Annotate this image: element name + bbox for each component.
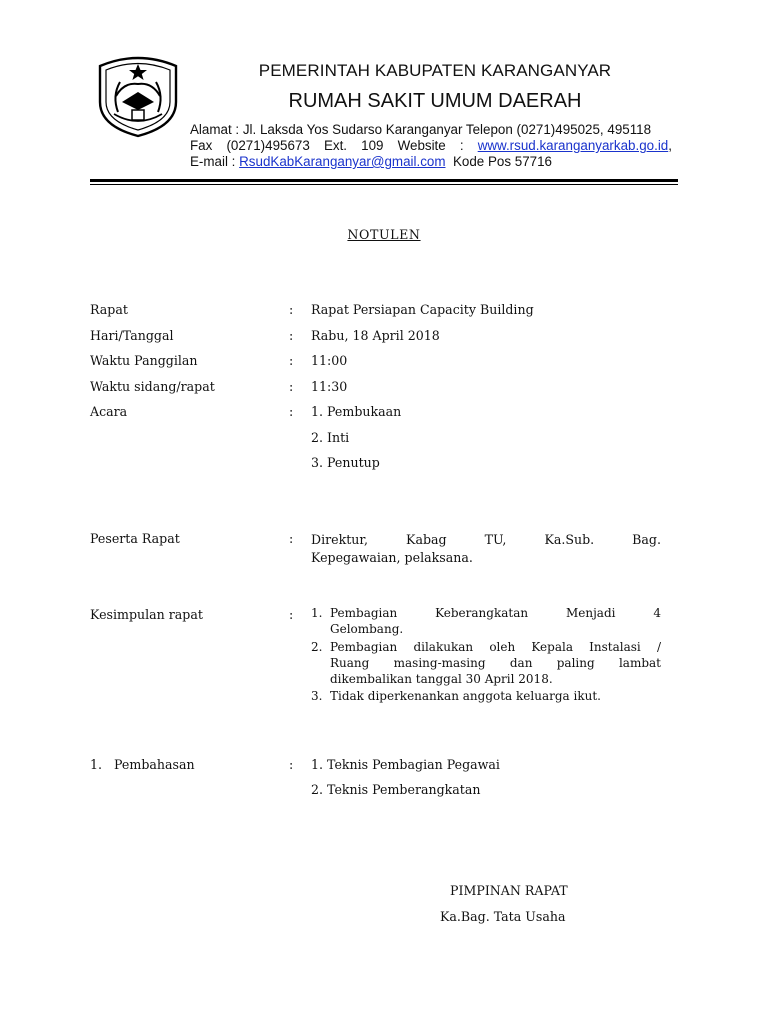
- government-name: PEMERINTAH KABUPATEN KARANGANYAR: [258, 61, 612, 80]
- hari-label: Hari/Tanggal: [90, 328, 174, 343]
- pembahasan-colon: :: [289, 757, 294, 772]
- fax-number: (0271)495673: [226, 138, 310, 153]
- kesimpulan-word: dan: [509, 656, 533, 671]
- acara-item: 1. Pembukaan: [311, 404, 402, 419]
- ext-number: 109: [361, 138, 384, 153]
- website-link[interactable]: www.rsud.karanganyarkab.go.id: [477, 138, 669, 153]
- rapat-colon: :: [289, 302, 294, 317]
- kesimpulan-word: Keberangkatan: [435, 606, 529, 620]
- peserta-colon: :: [289, 531, 294, 546]
- signature-title: PIMPINAN RAPAT: [450, 883, 568, 898]
- letterhead-rule-thin: [90, 184, 678, 185]
- kesimpulan-word: Menjadi: [565, 606, 616, 620]
- hari-value: Rabu, 18 April 2018: [311, 328, 440, 343]
- kesimpulan-label: Kesimpulan rapat: [90, 607, 203, 622]
- waktu-sidang-value: 11:30: [311, 379, 348, 394]
- kesimpulan-line: Tidak diperkenankan anggota keluarga ikut.: [330, 689, 601, 703]
- peserta-value: [311, 531, 661, 567]
- kesimpulan-line: dikembalikan tanggal 30 April 2018.: [330, 672, 553, 687]
- rapat-label: Rapat: [90, 302, 128, 317]
- kesimpulan-word: Pembagian: [330, 606, 398, 620]
- waktu-sidang-colon: :: [289, 379, 294, 394]
- kesimpulan-word: Ruang: [330, 656, 370, 671]
- waktu-panggilan-value: 11:00: [311, 353, 348, 368]
- kesimpulan-item-number: 2.: [311, 640, 323, 654]
- peserta-line: Kepegawaian, pelaksana.: [311, 550, 473, 565]
- kesimpulan-line: [330, 639, 661, 655]
- acara-label: Acara: [90, 404, 128, 419]
- kesimpulan-line: [330, 655, 661, 671]
- kesimpulan-word: masing-masing: [393, 656, 486, 671]
- website-label: Website: [397, 138, 446, 153]
- address-line: Alamat : Jl. Laksda Yos Sudarso Karanganyar Telepon (0271)495025, 495118: [190, 122, 652, 137]
- kesimpulan-word: lambat: [618, 656, 661, 671]
- kesimpulan-word: oleh: [489, 640, 516, 654]
- peserta-word: Ka.Sub.: [544, 532, 595, 547]
- peserta-word: Direktur,: [311, 532, 369, 547]
- website-comma: ,: [668, 138, 672, 153]
- kesimpulan-item: [311, 688, 661, 704]
- peserta-line: [311, 531, 661, 549]
- waktu-sidang-label: Waktu sidang/rapat: [90, 379, 215, 394]
- kesimpulan-word: 4: [653, 606, 661, 620]
- pembahasan-item: 2. Teknis Pemberangkatan: [311, 782, 481, 797]
- peserta-word: Kabag: [406, 532, 447, 547]
- peserta-label: Peserta Rapat: [90, 531, 180, 546]
- rapat-value: Rapat Persiapan Capacity Building: [311, 302, 534, 317]
- peserta-word: TU,: [484, 532, 507, 547]
- kesimpulan-line: [330, 605, 661, 621]
- kabupaten-emblem-logo: [94, 52, 182, 138]
- pembahasan-item: 1. Teknis Pembagian Pegawai: [311, 757, 500, 772]
- email-label: E-mail :: [190, 154, 236, 169]
- waktu-panggilan-colon: :: [289, 353, 294, 368]
- acara-item: 3. Penutup: [311, 455, 380, 470]
- ext-label: Ext.: [323, 138, 348, 153]
- hospital-name: RUMAH SAKIT UMUM DAERAH: [288, 90, 582, 112]
- kesimpulan-item-number: 1.: [311, 606, 323, 620]
- kesimpulan-word: Kepala: [531, 640, 573, 654]
- document-title: NOTULEN: [347, 227, 421, 242]
- kesimpulan-item: [311, 639, 661, 688]
- kesimpulan-item-number: 3.: [311, 689, 323, 703]
- kesimpulan-line: Gelombang.: [330, 622, 404, 637]
- kesimpulan-word: Pembagian: [330, 640, 398, 654]
- kesimpulan-item: [311, 605, 661, 637]
- fax-website-line: [190, 138, 672, 154]
- kesimpulan-colon: :: [289, 607, 294, 622]
- website-group: [478, 138, 672, 154]
- signature-position: Ka.Bag. Tata Usaha: [440, 909, 566, 924]
- pembahasan-label: 1. Pembahasan: [90, 757, 195, 772]
- hari-colon: :: [289, 328, 294, 343]
- peserta-word: Bag.: [632, 532, 661, 547]
- waktu-panggilan-label: Waktu Panggilan: [90, 353, 198, 368]
- kesimpulan-word: paling: [556, 656, 595, 671]
- email-link[interactable]: RsudKabKaranganyar@gmail.com: [239, 154, 446, 169]
- fax-label: Fax: [190, 138, 213, 153]
- acara-item: 2. Inti: [311, 430, 350, 445]
- website-colon: :: [459, 138, 464, 153]
- kesimpulan-word: dilakukan: [413, 640, 474, 654]
- acara-colon: :: [289, 404, 294, 419]
- postal-code: Kode Pos 57716: [452, 154, 552, 169]
- email-line: [190, 154, 672, 170]
- letterhead-rule-thick: [90, 179, 678, 182]
- kesimpulan-word: Instalasi: [589, 640, 641, 654]
- kesimpulan-word: /: [656, 640, 661, 654]
